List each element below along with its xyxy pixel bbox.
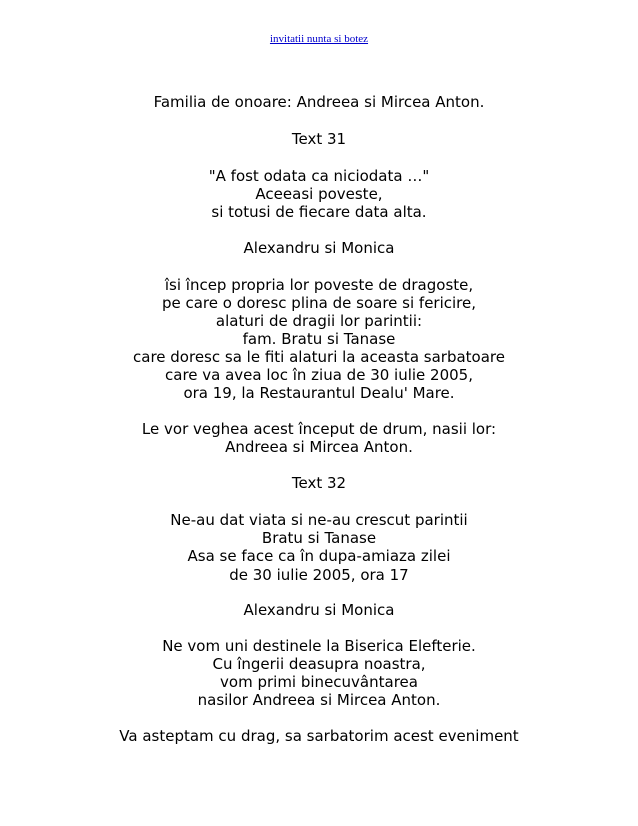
verse-line: care va avea loc în ziua de 30 iulie 2005, xyxy=(165,366,473,384)
verse-line: Bratu si Tanase xyxy=(261,529,377,547)
honor-family-line: Familia de onoare: Andreea si Mircea Anton. xyxy=(153,93,485,111)
closing-line: Va asteptam cu drag, sa sarbatorim acest eveniment xyxy=(119,727,519,745)
verse-line: vom primi binecuvântarea xyxy=(220,673,418,691)
verse-line: îsi încep propria lor poveste de dragoste, xyxy=(164,276,474,294)
section-title-text-32: Text 32 xyxy=(291,474,347,492)
verse-line: Asa se face ca în dupa-amiaza zilei xyxy=(187,547,451,565)
couple-names: Alexandru si Monica xyxy=(243,239,395,257)
verse-line: de 30 iulie 2005, ora 17 xyxy=(229,566,409,584)
verse-line: alaturi de dragii lor parintii: xyxy=(215,312,423,330)
couple-names: Alexandru si Monica xyxy=(243,601,395,619)
verse-line: Andreea si Mircea Anton. xyxy=(225,438,413,456)
verse-line: Cu îngerii deasupra noastra, xyxy=(212,655,426,673)
verse-line: "A fost odata ca niciodata …" xyxy=(208,167,430,185)
verse-line: care doresc sa le fiti alaturi la aceasta sarbatoare xyxy=(133,348,505,366)
verse-line: ora 19, la Restaurantul Dealu' Mare. xyxy=(183,384,455,402)
verse-line: nasilor Andreea si Mircea Anton. xyxy=(197,691,441,709)
header-link[interactable]: invitatii nunta si botez xyxy=(269,33,369,45)
section-title-text-31: Text 31 xyxy=(291,130,347,148)
verse-line: si totusi de fiecare data alta. xyxy=(211,203,427,221)
verse-line: Aceeasi poveste, xyxy=(255,185,383,203)
verse-line: pe care o doresc plina de soare si fericire, xyxy=(161,294,477,312)
verse-line: Le vor veghea acest început de drum, nasii lor: xyxy=(141,420,497,438)
header-link-container xyxy=(0,32,638,46)
verse-line: fam. Bratu si Tanase xyxy=(242,330,396,348)
verse-line: Ne-au dat viata si ne-au crescut parintii xyxy=(170,511,468,529)
verse-line: Ne vom uni destinele la Biserica Elefterie. xyxy=(162,637,476,655)
